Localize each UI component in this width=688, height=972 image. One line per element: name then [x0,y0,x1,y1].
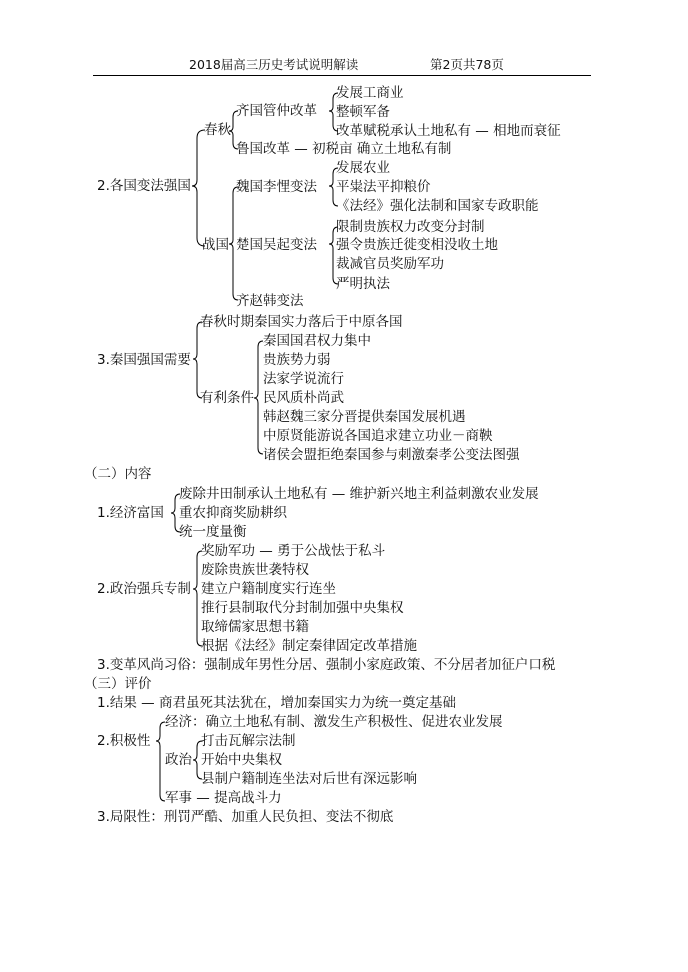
zhanguo-label: 战国 [202,237,229,253]
chu-item: 限制贵族权力改变分封制 [336,219,485,235]
politics-item: 县制户籍制连坐法对后世有深远影响 [201,771,417,787]
qi-zhao-han-reform: 齐赵韩变法 [236,293,304,309]
condition-item: 中原贤能游说各国追求建立功业－商鞅 [263,428,493,444]
bracket-conditions [254,341,263,454]
wei-item: 《法经》强化法制和国家专政职能 [336,198,539,214]
lu-reform: 鲁国改革 — 初税亩 确立土地私有制 [236,141,452,157]
content-heading: （二）内容 [84,466,152,482]
positive-label: 2.积极性 [97,733,151,749]
positive-politics-label: 政治 [165,752,192,768]
pol-item: 奖励军功 — 勇于公战怯于私斗 [201,543,386,559]
limitation-line: 3.局限性：刑罚严酷、加重人民负担、变法不彻底 [97,809,394,825]
politics-item: 开始中央集权 [201,752,282,768]
pol-item: 推行县制取代分封制加强中央集权 [201,600,404,616]
qi-item: 整顿军备 [336,104,390,120]
positive-military: 军事 — 提高战斗力 [165,790,282,806]
custom-reform: 3.变革风尚习俗：强制成年男性分居、强制小家庭政策、不分居者加征户口税 [97,657,556,673]
bracket-reform-states [192,130,205,246]
condition-item: 法家学说流行 [263,371,344,387]
bracket-positive [156,722,165,801]
condition-item: 民风质朴尚武 [263,390,344,406]
econ-label: 1.经济富国 [97,505,164,521]
politics-item: 打击瓦解宗法制 [201,733,296,749]
header-page-number: 第2页共78页 [430,57,504,72]
chu-item: 严明执法 [336,276,390,292]
bracket-qin-need [193,322,202,398]
result-line: 1.结果 — 商君虽死其法犹在，增加秦国实力为统一奠定基础 [97,695,456,711]
pol-item: 建立户籍制度实行连坐 [201,581,336,597]
condition-item: 秦国国君权力集中 [263,333,371,349]
pol-item: 取缔儒家思想书籍 [201,619,309,635]
header-rule [93,75,591,76]
reform-states-label: 2.各国变法强国 [97,178,191,194]
pol-item: 根据《法经》制定秦律固定改革措施 [201,638,417,654]
econ-item: 统一度量衡 [179,524,247,540]
condition-item: 贵族势力弱 [263,352,331,368]
chu-reform-label: 楚国吴起变法 [236,237,317,253]
wei-reform-label: 魏国李悝变法 [236,179,317,195]
condition-item: 诸侯会盟拒绝秦国参与刺激秦孝公变法图强 [263,447,520,463]
conditions-label: 有利条件 [200,390,254,406]
wei-item: 平粜法平抑粮价 [336,179,431,195]
wei-item: 发展农业 [336,160,390,176]
pol-item: 废除贵族世袭特权 [201,562,309,578]
evaluation-heading: （三）评价 [84,676,152,692]
pol-label: 2.政治强兵专制 [97,581,191,597]
econ-item: 重农抑商奖励耕织 [179,505,287,521]
qin-need-item: 春秋时期秦国实力落后于中原各国 [200,314,403,330]
chunqiu-label: 春秋 [204,122,231,138]
condition-item: 韩赵魏三家分晋提供秦国发展机遇 [263,409,466,425]
qi-reform-label: 齐国管仲改革 [236,103,317,119]
qin-need-label: 3.秦国强国需要 [97,352,191,368]
qi-item: 发展工商业 [336,85,404,101]
qi-item: 改革赋税承认土地私有 — 相地而衰征 [336,123,561,139]
chu-item: 裁减官员奖励军功 [336,256,444,272]
econ-item: 废除井田制承认土地私有 — 维护新兴地主利益刺激农业发展 [179,486,539,502]
chu-item: 强令贵族迁徙变相没收土地 [336,237,498,253]
header-title: 2018届高三历史考试说明解读 [189,57,359,72]
positive-economy: 经济：确立土地私有制、激发生产积极性、促进农业发展 [165,714,503,730]
